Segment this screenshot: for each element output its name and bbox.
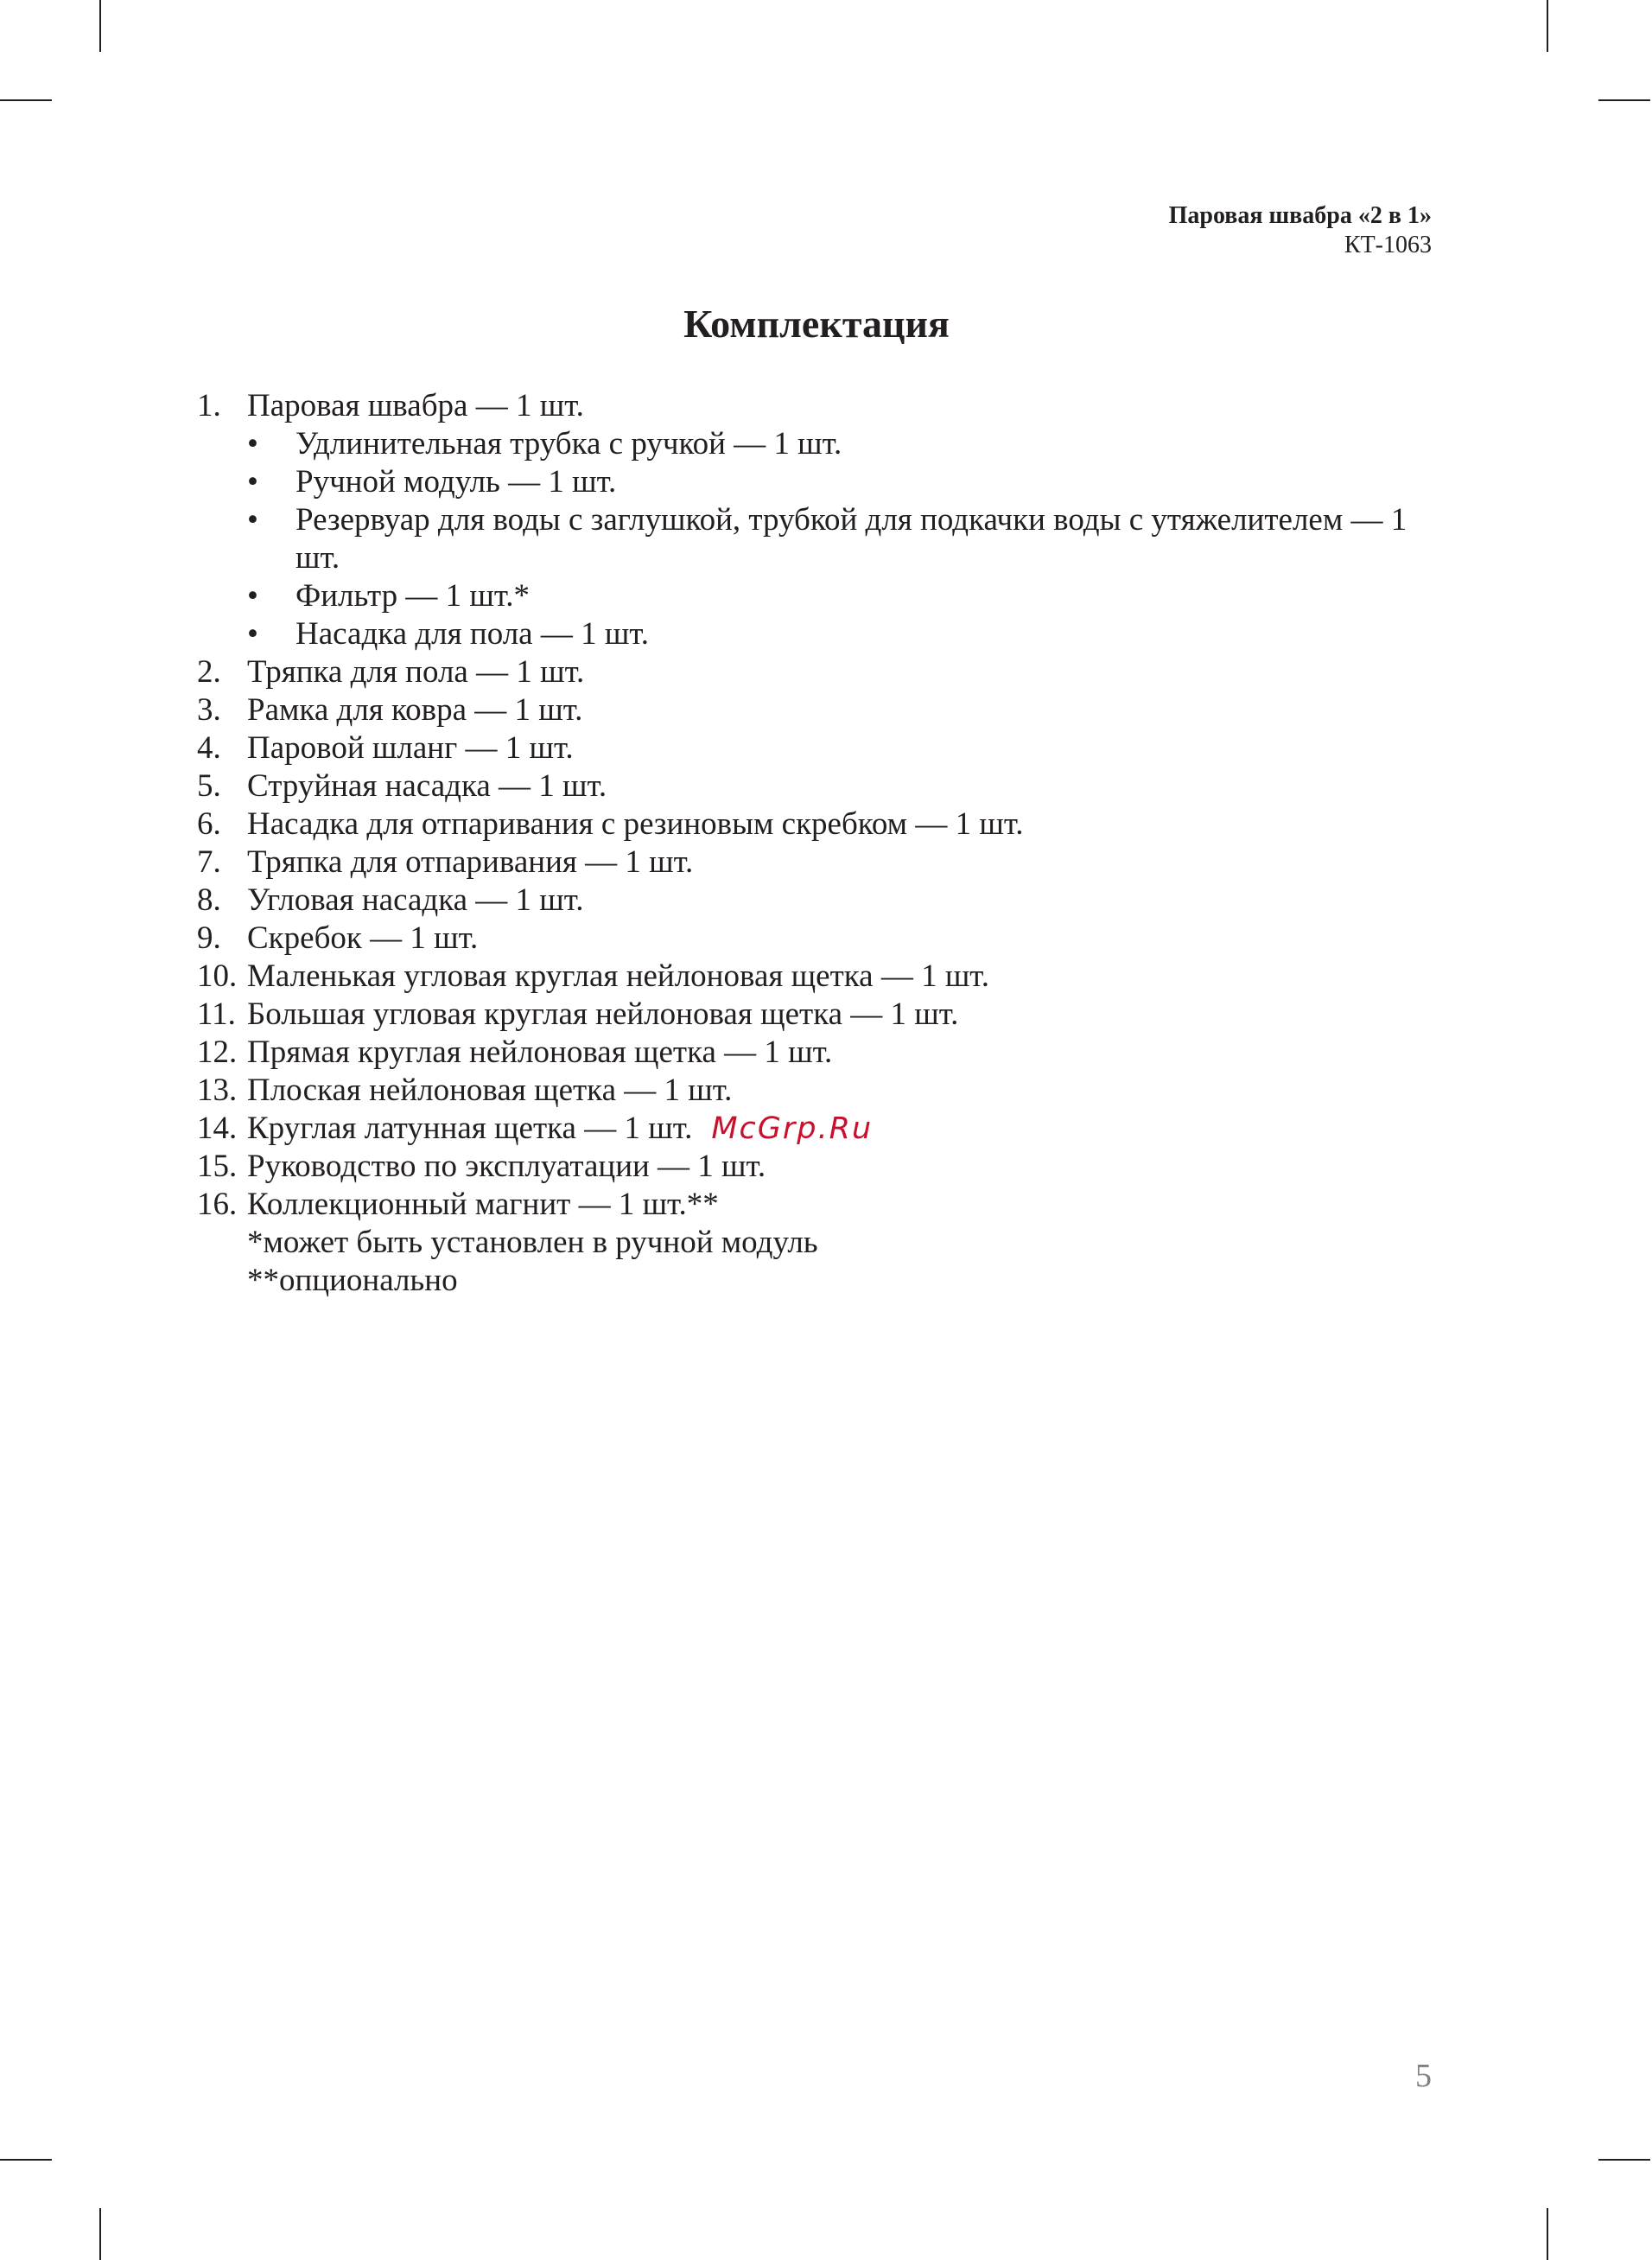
list-item-text: Тряпка для отпаривания — 1 шт. xyxy=(247,844,694,880)
sub-list-item-text: Резервуар для воды с заглушкой, трубкой для подкачки воды с утяжелителем — 1 шт. xyxy=(295,502,1407,576)
bullet-icon: • xyxy=(247,578,258,614)
list-item-text: Плоская нейлоновая щетка — 1 шт. xyxy=(247,1073,733,1108)
list-item-text: Коллекционный магнит — 1 шт.** xyxy=(247,1187,719,1222)
crop-mark-bottom-right xyxy=(1547,2208,1548,2260)
running-header xyxy=(1169,201,1432,259)
crop-mark-top-left-h xyxy=(0,99,52,101)
list-item-text: Скребок — 1 шт. xyxy=(247,920,479,956)
list-item-number: 7. xyxy=(197,844,221,880)
list-item-text: Паровая швабра — 1 шт. xyxy=(247,388,584,423)
crop-mark-top-left xyxy=(99,0,101,52)
sub-list-item-text: Фильтр — 1 шт.* xyxy=(295,578,530,614)
sub-list-item-text: Ручной модуль — 1 шт. xyxy=(295,464,617,500)
sub-list-item xyxy=(197,463,1441,501)
page-number: 5 xyxy=(1415,2058,1432,2094)
list-item xyxy=(197,729,1441,767)
list-item-number: 1. xyxy=(197,388,221,423)
list-item-number: 10. xyxy=(197,958,238,994)
list-item-number: 8. xyxy=(197,882,221,918)
list-item-number: 2. xyxy=(197,654,221,690)
crop-mark-bottom-left xyxy=(99,2208,101,2260)
list-item-number: 9. xyxy=(197,920,221,956)
crop-mark-top-right-h xyxy=(1598,99,1650,101)
list-item-text: Паровой шланг — 1 шт. xyxy=(247,730,574,766)
bullet-icon: • xyxy=(247,426,258,462)
sub-list-item xyxy=(197,577,1441,615)
crop-mark-bottom-right-h xyxy=(1598,2159,1650,2161)
list-item xyxy=(197,920,1441,958)
list-item xyxy=(197,996,1441,1034)
list-item xyxy=(197,1186,1441,1224)
header-title: Паровая швабра «2 в 1» xyxy=(1168,202,1432,229)
list-item-text: Большая угловая круглая нейлоновая щетка — 1 шт. xyxy=(247,996,959,1032)
crop-mark-top-right xyxy=(1547,0,1548,52)
sub-list-item xyxy=(197,615,1441,653)
list-item-text: Прямая круглая нейлоновая щетка — 1 шт. xyxy=(247,1035,833,1070)
list-item xyxy=(197,805,1441,844)
list-item xyxy=(197,1034,1441,1072)
sub-list-item-text: Удлинительная трубка с ручкой — 1 шт. xyxy=(295,426,842,462)
contents-list xyxy=(197,387,1441,1300)
list-item-number: 15. xyxy=(197,1149,238,1184)
list-item-text: Струйная насадка — 1 шт. xyxy=(247,768,607,804)
header-model: КТ-1063 xyxy=(1344,232,1432,258)
list-item-number: 13. xyxy=(197,1073,238,1108)
bullet-icon: • xyxy=(247,502,258,538)
list-item xyxy=(197,691,1441,729)
list-item-text: Рамка для ковра — 1 шт. xyxy=(247,692,583,728)
crop-mark-bottom-left-h xyxy=(0,2159,52,2161)
sub-list-item-text: Насадка для пола — 1 шт. xyxy=(295,616,649,652)
footnote: *может быть установлен в ручной модуль xyxy=(247,1225,818,1260)
list-item xyxy=(197,1072,1441,1110)
list-item xyxy=(197,958,1441,996)
list-item-number: 5. xyxy=(197,768,221,804)
list-item xyxy=(197,767,1441,805)
list-item-text: Круглая латунная щетка — 1 шт. xyxy=(247,1111,693,1146)
list-item-text: Маленькая угловая круглая нейлоновая щетка — 1 шт. xyxy=(247,958,989,994)
list-item-number: 6. xyxy=(197,806,221,842)
bullet-icon: • xyxy=(247,616,258,652)
list-item xyxy=(197,387,1441,425)
list-item-number: 4. xyxy=(197,730,221,766)
list-item-text-wrap xyxy=(247,1110,1441,1148)
list-item-text: Угловая насадка — 1 шт. xyxy=(247,882,584,918)
sub-list-item xyxy=(197,425,1441,463)
list-item-number: 12. xyxy=(197,1035,238,1070)
list-item-number: 14. xyxy=(197,1111,238,1146)
list-item-number: 11. xyxy=(197,996,236,1032)
page-title: Комплектация xyxy=(683,302,950,346)
list-item xyxy=(197,653,1441,691)
footnote: **опционально xyxy=(247,1263,458,1298)
list-item xyxy=(197,882,1441,920)
list-item-text: Тряпка для пола — 1 шт. xyxy=(247,654,585,690)
list-item xyxy=(197,1110,1441,1148)
list-item-number: 3. xyxy=(197,692,221,728)
sub-list-item xyxy=(197,501,1441,577)
list-item-text: Руководство по эксплуатации — 1 шт. xyxy=(247,1149,766,1184)
watermark: McGrp.Ru xyxy=(711,1111,874,1146)
list-item xyxy=(197,844,1441,882)
list-item-text: Насадка для отпаривания с резиновым скребком — 1 шт. xyxy=(247,806,1024,842)
list-item-number: 16. xyxy=(197,1187,238,1222)
list-item xyxy=(197,1148,1441,1186)
bullet-icon: • xyxy=(247,464,258,500)
